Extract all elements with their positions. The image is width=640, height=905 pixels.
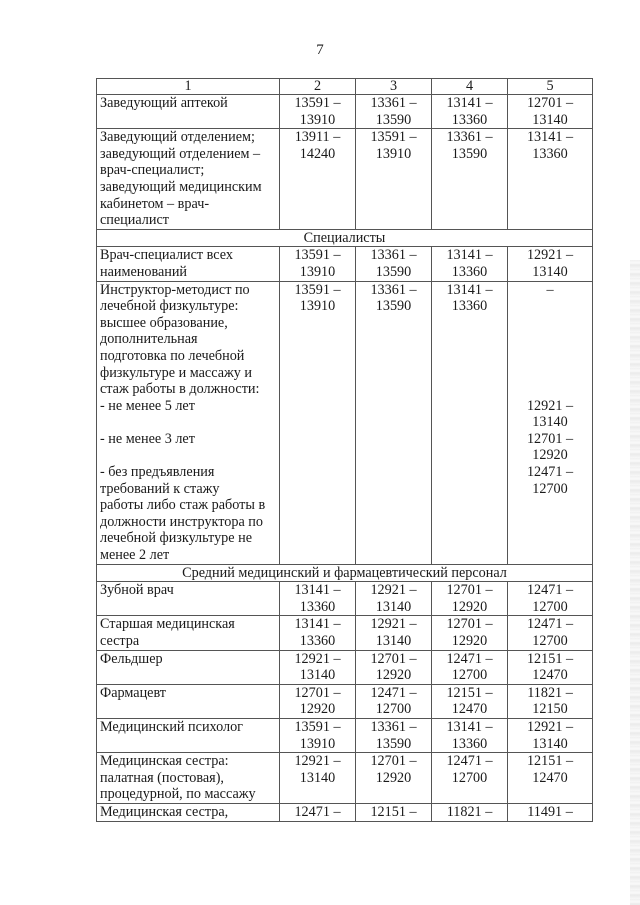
salary-min: 13591 – bbox=[294, 718, 341, 735]
position-name-line: дополнительная bbox=[100, 331, 198, 348]
position-name-line: Медицинская сестра, bbox=[100, 803, 229, 820]
salary-max: 12920 bbox=[375, 667, 412, 684]
header-cell-5: 5 bbox=[508, 79, 593, 95]
position-name-line: процедурной, по массажу bbox=[100, 786, 256, 803]
salary-max: 13140 bbox=[299, 667, 336, 684]
salary-min: 13911 – bbox=[294, 129, 341, 146]
salary-cell bbox=[280, 803, 356, 821]
header-cell-1: 1 bbox=[97, 79, 280, 95]
page-number: 7 bbox=[316, 42, 324, 58]
table-row bbox=[97, 753, 593, 804]
salary-cell bbox=[508, 803, 593, 821]
position-name-line: Медицинская сестра: bbox=[100, 753, 229, 770]
salary-max: 12470 bbox=[532, 769, 568, 786]
salary-min: 12921 – bbox=[526, 718, 574, 735]
table-row bbox=[97, 650, 593, 684]
salary-min: 11491 – bbox=[527, 803, 573, 820]
salary-cell bbox=[508, 616, 593, 650]
salary-min: 12701 – bbox=[370, 753, 417, 770]
salary-min: 12701 – bbox=[526, 95, 574, 111]
position-name-line: подготовка по лечебной bbox=[100, 347, 245, 364]
salary-min: 12471 – bbox=[294, 803, 341, 820]
salary-min: 12701 – bbox=[526, 430, 574, 447]
salary-min: 13361 – bbox=[370, 281, 417, 298]
salary-cell bbox=[508, 95, 593, 129]
position-name bbox=[97, 129, 280, 230]
experience-condition: менее 2 лет bbox=[100, 547, 170, 564]
salary-min: 13361 – bbox=[370, 718, 417, 735]
position-name-line: врач-специалист; bbox=[100, 162, 205, 179]
position-name-line: кабинетом – врач- bbox=[100, 195, 210, 212]
section-row bbox=[97, 564, 593, 582]
salary-cell bbox=[508, 281, 593, 564]
table-row bbox=[97, 95, 593, 129]
salary-cell bbox=[508, 247, 593, 281]
salary-min: 12151 – bbox=[526, 753, 574, 770]
salary-cell bbox=[280, 95, 356, 129]
line-spacer bbox=[511, 365, 589, 382]
salary-max: 13140 bbox=[375, 598, 412, 615]
salary-max: 12470 bbox=[532, 667, 568, 684]
salary-max: 13360 bbox=[451, 735, 488, 752]
salary-cell bbox=[280, 129, 356, 230]
position-name bbox=[97, 582, 280, 616]
salary-cell bbox=[432, 718, 508, 752]
header-cell-3: 3 bbox=[356, 79, 432, 95]
salary-max: 12470 bbox=[451, 701, 488, 718]
salary-cell bbox=[356, 803, 432, 821]
position-name-line: Заведующий отделением; bbox=[100, 129, 255, 146]
salary-min: 13141 – bbox=[446, 281, 493, 298]
salary-max: 12920 bbox=[299, 701, 336, 718]
section-heading: Средний медицинский и фармацевтический персонал bbox=[97, 564, 593, 582]
salary-max: 13360 bbox=[451, 298, 488, 315]
salary-table bbox=[96, 78, 593, 822]
salary-max: 13140 bbox=[375, 633, 412, 649]
salary-cell bbox=[508, 650, 593, 684]
salary-min: 12701 – bbox=[294, 684, 341, 701]
header-row bbox=[97, 79, 593, 95]
scan-edge-artifact bbox=[630, 260, 640, 905]
salary-min: 12921 – bbox=[526, 247, 574, 264]
salary-cell bbox=[432, 582, 508, 616]
salary-max: 13910 bbox=[299, 111, 336, 128]
salary-min: 12921 – bbox=[370, 616, 417, 633]
position-name-line: Инструктор-методист по bbox=[100, 281, 250, 298]
experience-condition: - не менее 3 лет bbox=[100, 430, 195, 447]
salary-min: 11821 – bbox=[446, 803, 493, 820]
salary-max: 13140 bbox=[299, 769, 336, 786]
salary-max: 13140 bbox=[532, 263, 568, 280]
table-row bbox=[97, 718, 593, 752]
position-name bbox=[97, 803, 280, 821]
salary-max: 13590 bbox=[375, 298, 412, 315]
experience-condition: требований к стажу bbox=[100, 480, 220, 497]
salary-cell bbox=[432, 616, 508, 650]
section-heading: Специалисты bbox=[97, 229, 593, 247]
position-name-line: наименований bbox=[100, 263, 188, 280]
salary-min: 13361 – bbox=[370, 247, 417, 264]
position-name bbox=[97, 753, 280, 804]
salary-max: 13910 bbox=[375, 145, 412, 162]
salary-min: 12701 – bbox=[446, 616, 493, 633]
position-name-line: палатная (постовая), bbox=[100, 769, 224, 786]
salary-min: 13141 – bbox=[294, 616, 341, 633]
table-row bbox=[97, 281, 593, 564]
line-spacer bbox=[100, 414, 276, 431]
position-name bbox=[97, 684, 280, 718]
salary-cell bbox=[432, 95, 508, 129]
salary-min: 13591 – bbox=[294, 247, 341, 264]
salary-min: 12471 – bbox=[446, 753, 493, 770]
salary-cell bbox=[432, 803, 508, 821]
position-name-line: сестра bbox=[100, 633, 140, 649]
salary-cell bbox=[280, 684, 356, 718]
section-row bbox=[97, 229, 593, 247]
position-name bbox=[97, 281, 280, 564]
salary-min: 13361 – bbox=[446, 129, 493, 146]
salary-cell bbox=[280, 718, 356, 752]
salary-min: 13591 – bbox=[294, 281, 341, 298]
table-row bbox=[97, 684, 593, 718]
salary-min: 12471 – bbox=[526, 464, 574, 481]
salary-max: 13910 bbox=[299, 298, 336, 315]
salary-max: 14240 bbox=[299, 145, 336, 162]
position-name-line: физкультуре и массажу и bbox=[100, 364, 253, 381]
experience-condition: должности инструктора по bbox=[100, 513, 263, 530]
line-spacer bbox=[511, 331, 589, 348]
salary-cell bbox=[356, 753, 432, 804]
salary-max: 13360 bbox=[532, 145, 568, 162]
position-name-line: стаж работы в должности: bbox=[100, 381, 260, 398]
line-spacer bbox=[511, 348, 589, 365]
salary-cell bbox=[280, 753, 356, 804]
position-name-line: лечебной физкультуре: bbox=[100, 298, 239, 315]
salary-cell bbox=[508, 718, 593, 752]
salary-max: 13910 bbox=[299, 735, 336, 752]
salary-min: 12701 – bbox=[370, 650, 417, 667]
salary-min: 13361 – bbox=[370, 95, 417, 111]
position-name-line: Старшая медицинская bbox=[100, 616, 235, 633]
position-name bbox=[97, 95, 280, 129]
salary-max: 12920 bbox=[375, 769, 412, 786]
header-cell-4: 4 bbox=[432, 79, 508, 95]
salary-min: 13141 – bbox=[294, 582, 341, 599]
salary-cell bbox=[356, 582, 432, 616]
salary-min: 11821 – bbox=[527, 684, 573, 701]
position-name-line: Заведующий аптекой bbox=[100, 95, 228, 111]
salary-min: 13141 – bbox=[526, 129, 574, 146]
salary-cell bbox=[432, 650, 508, 684]
position-name-line: специалист bbox=[100, 212, 169, 229]
table-row bbox=[97, 616, 593, 650]
line-spacer bbox=[100, 447, 276, 464]
salary-cell bbox=[432, 247, 508, 281]
position-name-line: Фельдшер bbox=[100, 650, 163, 667]
position-name bbox=[97, 616, 280, 650]
table-row bbox=[97, 803, 593, 821]
salary-min: 13141 – bbox=[446, 95, 493, 111]
salary-max: 13140 bbox=[532, 735, 568, 752]
salary-max: 12700 bbox=[451, 667, 488, 684]
salary-cell bbox=[432, 684, 508, 718]
position-name-line: заведующий медицинским bbox=[100, 178, 262, 195]
salary-cell bbox=[356, 95, 432, 129]
experience-condition: - без предъявления bbox=[100, 464, 215, 481]
header-cell-2: 2 bbox=[280, 79, 356, 95]
salary-cell bbox=[508, 582, 593, 616]
salary-min: 13591 – bbox=[370, 129, 417, 146]
salary-max: 13910 bbox=[299, 263, 336, 280]
position-name-line: Врач-специалист всех bbox=[100, 247, 233, 264]
salary-max: 12700 bbox=[451, 769, 488, 786]
salary-cell bbox=[280, 247, 356, 281]
salary-min: 12701 – bbox=[446, 582, 493, 599]
salary-min: 12471 – bbox=[446, 650, 493, 667]
experience-condition: - не менее 5 лет bbox=[100, 397, 195, 414]
salary-max: 12700 bbox=[532, 480, 568, 497]
position-name-line: Медицинский психолог bbox=[100, 718, 243, 735]
salary-cell bbox=[356, 129, 432, 230]
position-name-line: Зубной врач bbox=[100, 582, 174, 599]
salary-cell bbox=[280, 616, 356, 650]
table-row bbox=[97, 247, 593, 281]
salary-max: 13140 bbox=[532, 111, 568, 128]
salary-max: 12150 bbox=[532, 701, 568, 718]
salary-min: 12921 – bbox=[526, 397, 574, 414]
salary-max: 13360 bbox=[299, 598, 336, 615]
salary-min: 12921 – bbox=[370, 582, 417, 599]
table-row bbox=[97, 582, 593, 616]
salary-cell bbox=[432, 753, 508, 804]
salary-min: 12471 – bbox=[526, 582, 574, 599]
salary-cell bbox=[508, 129, 593, 230]
salary-cell bbox=[356, 650, 432, 684]
salary-max: 13360 bbox=[299, 633, 336, 649]
salary-min: 13141 – bbox=[446, 247, 493, 264]
salary-cell bbox=[356, 247, 432, 281]
salary-cell bbox=[508, 753, 593, 804]
salary-max: 13590 bbox=[451, 145, 488, 162]
position-name-line: Фармацевт bbox=[100, 684, 166, 701]
position-name-line: заведующий отделением – bbox=[100, 145, 261, 162]
line-spacer bbox=[511, 381, 589, 398]
salary-max: 12920 bbox=[451, 598, 488, 615]
salary-max: 13590 bbox=[375, 263, 412, 280]
salary-min: 13591 – bbox=[294, 95, 341, 111]
salary-cell bbox=[280, 582, 356, 616]
salary-cell bbox=[508, 684, 593, 718]
salary-cell bbox=[280, 650, 356, 684]
experience-condition: лечебной физкультуре не bbox=[100, 530, 252, 547]
salary-cell bbox=[356, 281, 432, 564]
salary-max: 12700 bbox=[532, 598, 568, 615]
salary-cell bbox=[356, 616, 432, 650]
salary-max: 12920 bbox=[532, 447, 568, 464]
salary-cell bbox=[280, 281, 356, 564]
salary-max: 13360 bbox=[451, 263, 488, 280]
salary-min: 12471 – bbox=[370, 684, 417, 701]
salary-min: 12471 – bbox=[526, 616, 574, 633]
salary-min: 12151 – bbox=[446, 684, 493, 701]
salary-cell bbox=[356, 684, 432, 718]
salary-max: 13590 bbox=[375, 111, 412, 128]
salary-min: 12921 – bbox=[294, 650, 341, 667]
position-name bbox=[97, 718, 280, 752]
position-name bbox=[97, 247, 280, 281]
salary-max: 12700 bbox=[375, 701, 412, 718]
salary-cell bbox=[432, 129, 508, 230]
salary-min: 12151 – bbox=[370, 803, 417, 820]
no-value-dash: – bbox=[546, 281, 554, 298]
position-name-line: высшее образование, bbox=[100, 314, 228, 331]
salary-max: 12700 bbox=[532, 633, 568, 649]
salary-max: 12920 bbox=[451, 633, 488, 649]
line-spacer bbox=[511, 298, 589, 315]
line-spacer bbox=[511, 315, 589, 332]
salary-min: 12921 – bbox=[294, 753, 341, 770]
experience-condition: работы либо стаж работы в bbox=[100, 497, 266, 514]
salary-min: 13141 – bbox=[446, 718, 493, 735]
salary-cell bbox=[356, 718, 432, 752]
salary-max: 13360 bbox=[451, 111, 488, 128]
table-row bbox=[97, 129, 593, 230]
salary-cell bbox=[432, 281, 508, 564]
salary-min: 12151 – bbox=[526, 650, 574, 667]
position-name bbox=[97, 650, 280, 684]
salary-max: 13590 bbox=[375, 735, 412, 752]
salary-max: 13140 bbox=[532, 414, 568, 431]
